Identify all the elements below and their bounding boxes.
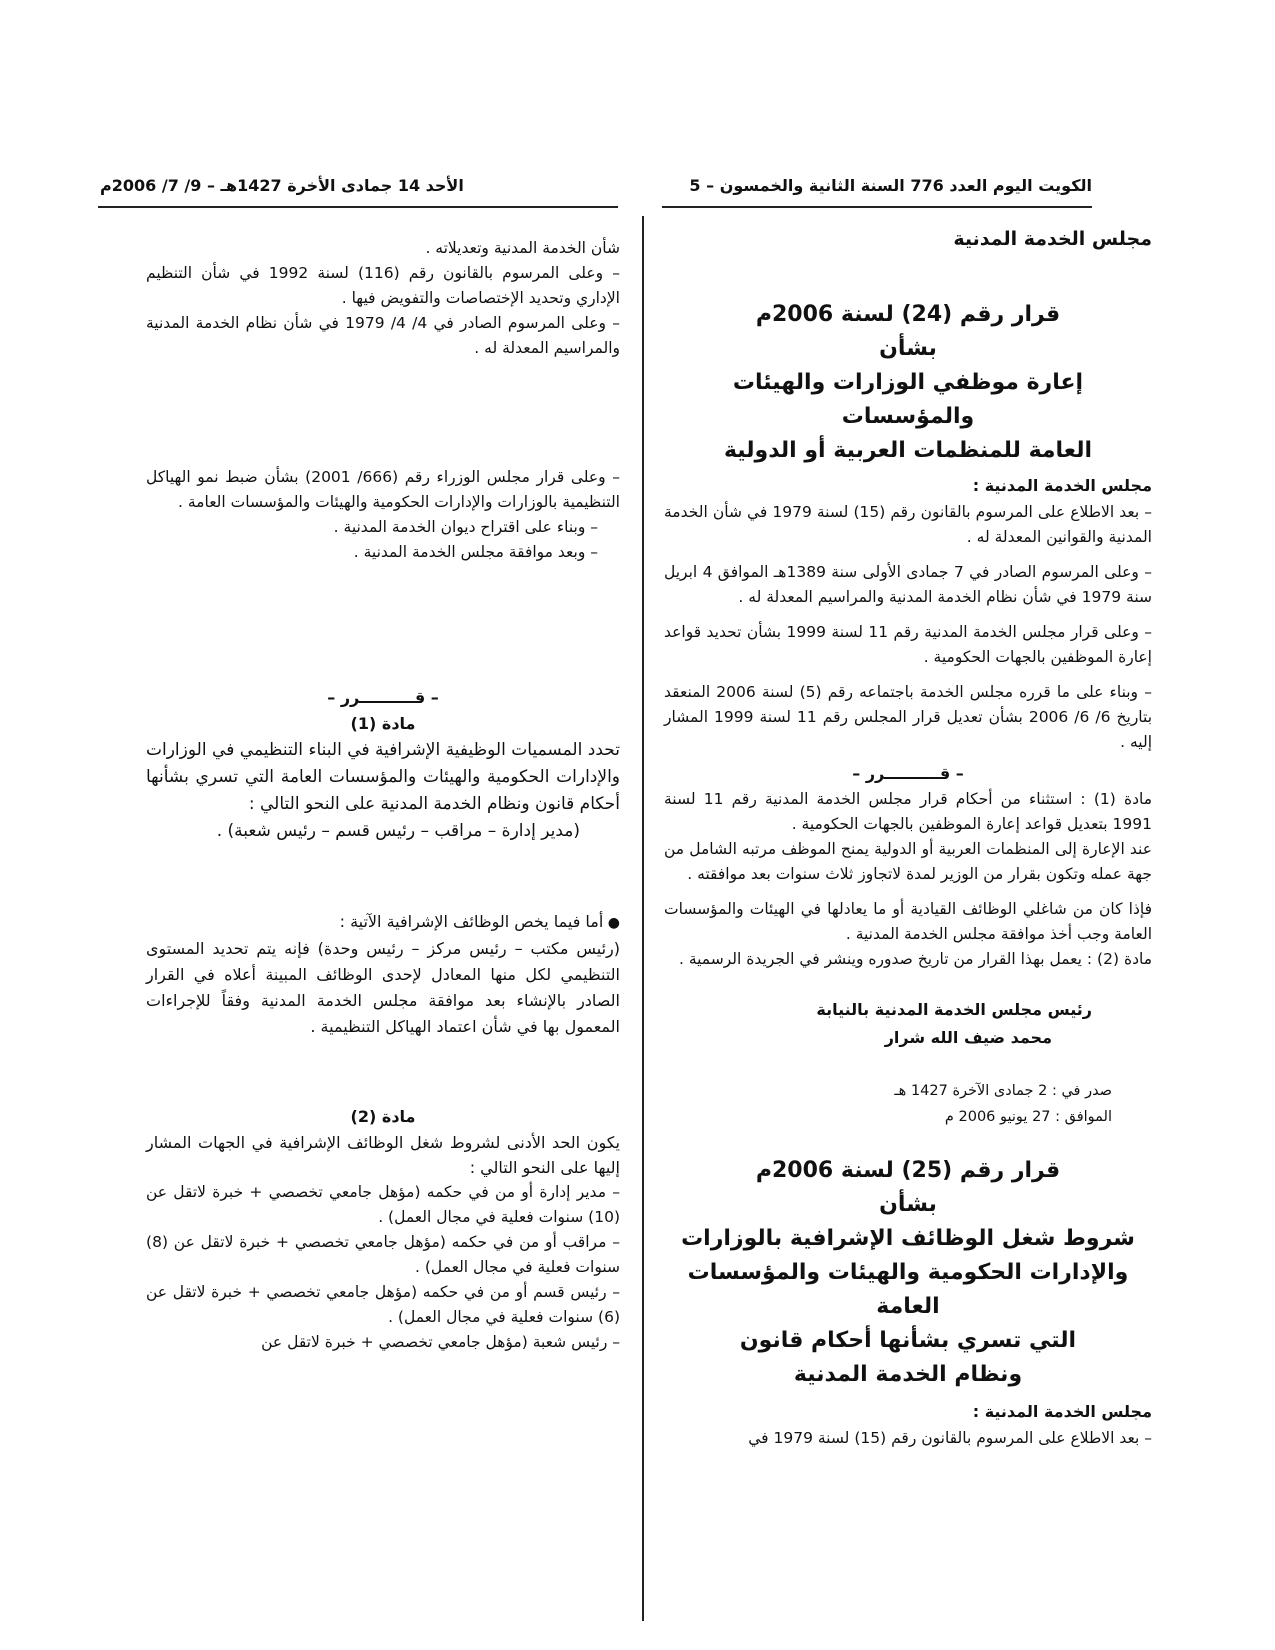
- preamble-paragraph: شأن الخدمة المدنية وتعديلاته .: [425, 239, 620, 257]
- preamble-paragraph: – وعلى المرسوم الصادر في 7 جمادى الأولى سنة 1389هـ الموافق 4 ابريل سنة 1979 في شأن نظام الخدمة المدنية والمراسيم المعدلة له .: [664, 563, 1153, 606]
- article-paragraph: عند الإعارة إلى المنظمات العربية أو الدولية يمنح الموظف مرتبه الشامل من جهة عمله وتكون بقرار من الوزير لمدة لاتجاوز ثلاث سنوات بعد موافقته .: [664, 840, 1152, 883]
- decree-title-line: التي تسري بشأنها أحكام قانون: [739, 1328, 1077, 1353]
- preamble-paragraph: – وعلى المرسوم بالقانون رقم (116) لسنة 1992 في شأن التنظيم الإداري وتحديد الإختصاصات والتفويض فيها .: [146, 264, 620, 307]
- header-date: الأحد 14 جمادى الأخرة 1427هـ – 9/ 7/ 2006م: [100, 176, 464, 195]
- bullet-text: (رئيس مكتب – رئيس مركز – رئيس وحدة) فإنه يتم تحديد المستوى التنظيمي لكل منها المعادل لإحدى الوظائف المبينة أعلاه في القرار الصادر بالإنشاء بعد موافقة مجلس الخدمة المدنية وفقاً للإجراءات المعمول بها في شأن اعتماد الهياكل التنظيمية .: [146, 939, 620, 1036]
- decides-heading: – قــــــــــرر –: [327, 688, 439, 707]
- column-divider: [642, 216, 644, 1621]
- issued-date-gregorian: الموافق : 27 يونيو 2006 م: [944, 1109, 1112, 1125]
- preamble-paragraph: – بعد الاطلاع على المرسوم بالقانون رقم (15) لسنة 1979 في: [748, 1429, 1152, 1447]
- article-2-item: – مدير إدارة أو من في حكمه (مؤهل جامعي تخصصي + خبرة لاتقل عن (10) سنوات فعلية في مجال العمل) .: [146, 1183, 620, 1226]
- council-label: مجلس الخدمة المدنية :: [972, 1402, 1152, 1421]
- decree-25-title: [664, 1154, 1152, 1392]
- header-issue-info: الكويت اليوم العدد 776 السنة الثانية والخمسون – 5: [689, 176, 1092, 195]
- preamble-paragraph: – وعلى قرار مجلس الخدمة المدنية رقم 11 لسنة 1999 بشأن تحديد قواعد إعارة الموظفين بالجهات الحكومية .: [664, 623, 1152, 666]
- article-paragraph: مادة (1) : استثناء من أحكام قرار مجلس الخدمة المدنية رقم 11 لسنة 1991 بتعديل قواعد إعارة الموظفين بالجهات الحكومية .: [664, 790, 1153, 833]
- preamble-paragraph: – وبناء على اقتراح ديوان الخدمة المدنية .: [333, 518, 598, 536]
- article-1-list: (مدير إدارة – مراقب – رئيس قسم – رئيس شعبة) .: [216, 821, 580, 841]
- article-paragraph: فإذا كان من شاغلي الوظائف القيادية أو ما يعادلها في الهيئات والمؤسسات العامة وجب أخذ موافقة مجلس الخدمة المدنية .: [664, 900, 1152, 943]
- decree-title-line: شروط شغل الوظائف الإشرافية بالوزارات: [681, 1226, 1135, 1251]
- decree-title-line: والإدارات الحكومية والهيئات والمؤسسات العامة: [687, 1260, 1129, 1319]
- article-2-item: – مراقب أو من في حكمه (مؤهل جامعي تخصصي + خبرة لاتقل عن (8) سنوات فعلية في مجال العمل) .: [146, 1233, 620, 1276]
- header-rule-left: [98, 206, 618, 208]
- article-2-label: مادة (2): [350, 1107, 416, 1126]
- section-title: مجلس الخدمة المدنية: [953, 228, 1152, 250]
- bullet-heading: ● أما فيما يخص الوظائف الإشرافية الآتية :: [146, 909, 620, 936]
- decides-heading: – قــــــــــرر –: [852, 764, 964, 783]
- decree-title-line: قرار رقم (24) لسنة 2006م: [755, 302, 1061, 327]
- article-2-item: – رئيس قسم أو من في حكمه (مؤهل جامعي تخصصي + خبرة لاتقل عن (6) سنوات فعلية في مجال العمل) .: [146, 1283, 620, 1326]
- council-label: مجلس الخدمة المدنية :: [972, 476, 1152, 495]
- left-column: [146, 236, 620, 1355]
- decree-title-line: بشأن: [879, 1192, 937, 1217]
- article-1-label: مادة (1): [350, 714, 416, 733]
- signature-title: رئيس مجلس الخدمة المدنية بالنيابة: [816, 1000, 1092, 1019]
- article-2-intro: يكون الحد الأدنى لشروط شغل الوظائف الإشرافية في الجهات المشار إليها على النحو التالي :: [146, 1133, 620, 1177]
- preamble-paragraph: – وبعد موافقة مجلس الخدمة المدنية .: [353, 543, 598, 561]
- article-paragraph: مادة (2) : يعمل بهذا القرار من تاريخ صدوره وينشر في الجريدة الرسمية .: [678, 950, 1152, 968]
- preamble-paragraph: – وعلى قرار مجلس الوزراء رقم (666/ 2001) بشأن ضبط نمو الهياكل التنظيمية بالوزارات والإدارات الحكومية والهيئات والمؤسسات العامة .: [146, 468, 620, 511]
- header-rule-right: [662, 206, 1092, 208]
- preamble-paragraph: – وعلى المرسوم الصادر في 4/ 4/ 1979 في شأن نظام الخدمة المدنية والمراسيم المعدلة له .: [146, 314, 620, 357]
- signature-name: محمد ضيف الله شرار: [884, 1028, 1052, 1047]
- decree-24-title: [664, 298, 1152, 468]
- issued-date-hijri: صدر في : 2 جمادى الآخرة 1427 هـ: [894, 1083, 1112, 1099]
- decree-title-line: ونظام الخدمة المدنية: [793, 1362, 1023, 1387]
- decree-title-line: قرار رقم (25) لسنة 2006م: [755, 1158, 1061, 1183]
- article-1-text: تحدد المسميات الوظيفية الإشرافية في البناء التنظيمي في الوزارات والإدارات الحكومية والهيئات والمؤسسات العامة التي تسري بشأنها أحكام قانون ونظام الخدمة المدنية على النحو التالي :: [146, 740, 620, 814]
- decree-title-line: إعارة موظفي الوزارات والهيئات والمؤسسات: [732, 370, 1084, 429]
- preamble-paragraph: – وبناء على ما قرره مجلس الخدمة باجتماعه رقم (5) لسنة 2006 المنعقد بتاريخ 6/ 6/ 2006 بشأن تعديل قرار المجلس رقم 11 لسنة 1999 المشار إليه .: [664, 683, 1153, 751]
- article-2-item: – رئيس شعبة (مؤهل جامعي تخصصي + خبرة لاتقل عن: [261, 1333, 620, 1351]
- decree-title-line: العامة للمنظمات العربية أو الدولية: [723, 438, 1093, 463]
- decree-title-line: بشأن: [879, 336, 937, 361]
- preamble-paragraph: – بعد الاطلاع على المرسوم بالقانون رقم (15) لسنة 1979 في شأن الخدمة المدنية والقوانين المعدلة له .: [664, 503, 1152, 546]
- right-column: [664, 214, 1152, 1451]
